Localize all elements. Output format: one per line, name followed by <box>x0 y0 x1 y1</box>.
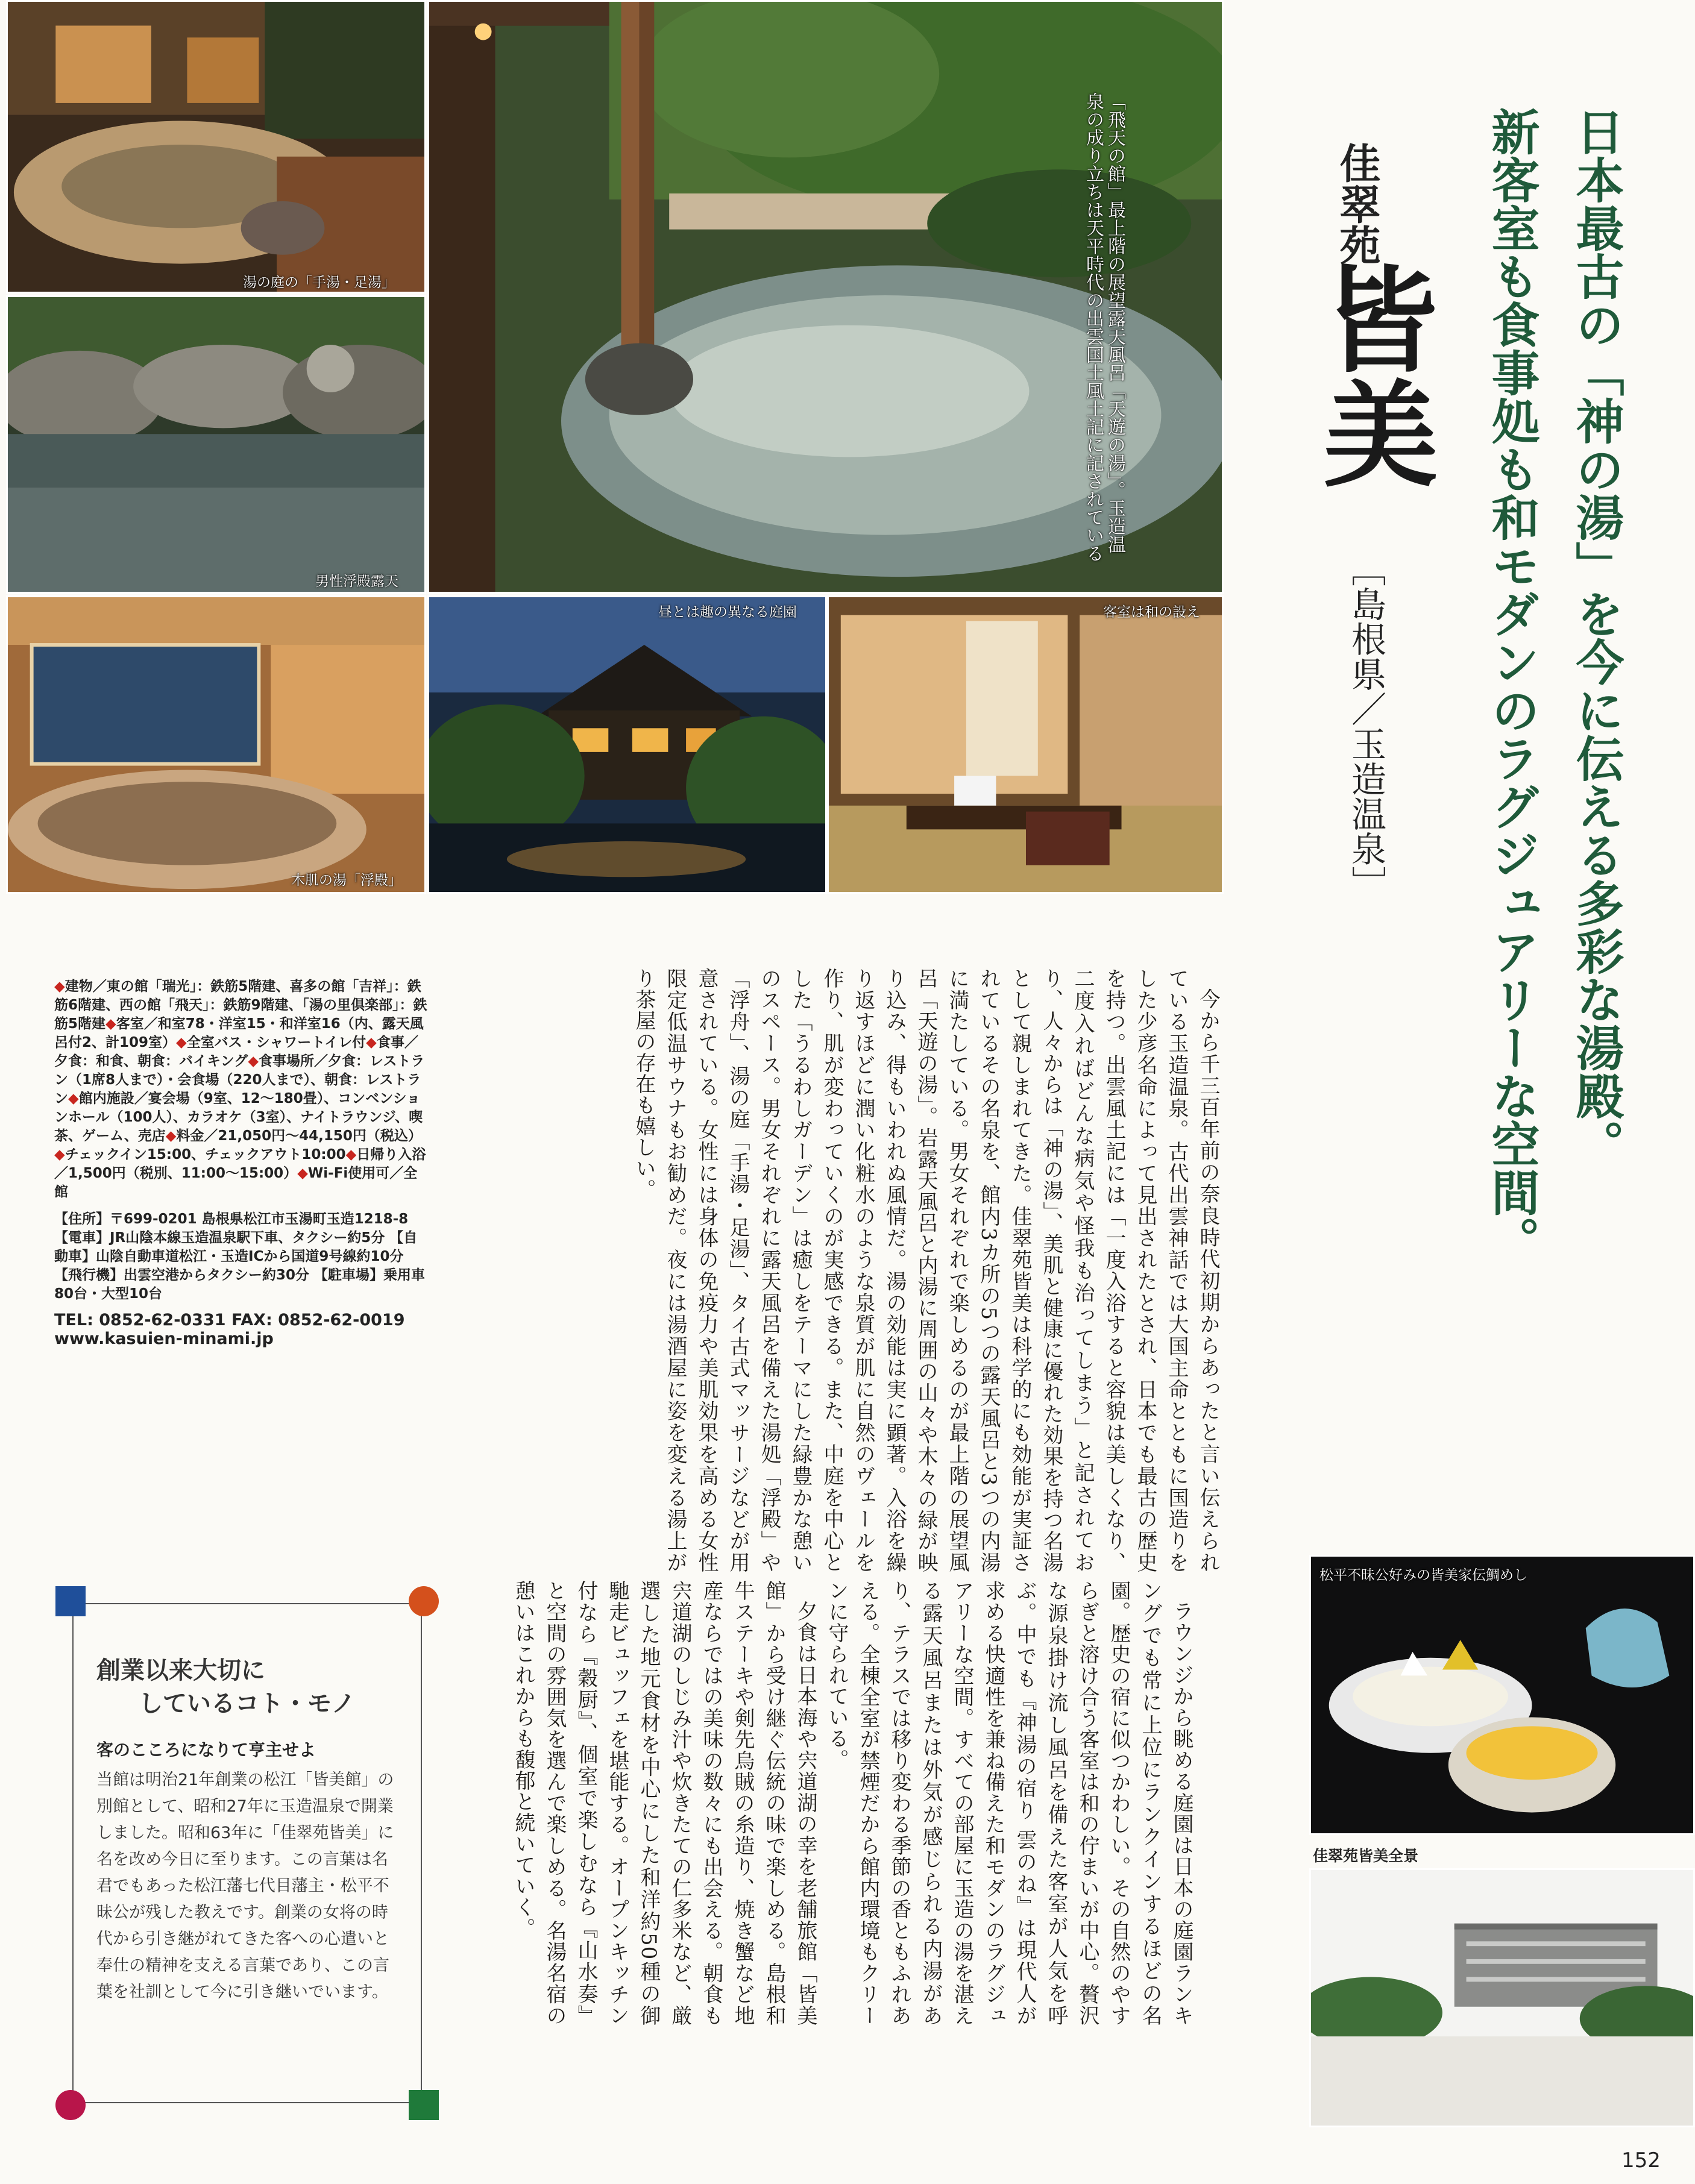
photo-caption: 客室は和の設え <box>1103 604 1200 620</box>
corner-square-green <box>409 2090 439 2120</box>
info-text: ／東の館「瑞光」：鉄筋5階建、喜多の館「吉祥」：鉄筋6階建、西の館「飛天」：鉄筋9階建、「湯の里倶楽部」：鉄筋5階建 <box>54 979 427 1032</box>
access-info: 【住所】〒699-0201 島根県松江市玉湯町玉造1218-8 【電車】JR山陰本線玉造温泉駅下車、タクシー約5分 【自動車】山陰自動車道松江・玉造ICから国道9号線約10分 【飛行機】出雲空港からタクシー約30分 【駐車場】乗用車80台・大型10台 <box>54 1211 426 1302</box>
main-photo-caption <box>1059 92 1125 562</box>
diamond-icon: ◆ <box>68 1091 79 1106</box>
photo-caption: 木肌の湯「浮殿」 <box>291 873 402 888</box>
headline-line-2: 新客室も食事処も和モダンのラグジュアリーな空間。 <box>1483 107 1540 1264</box>
page-number: 152 <box>1621 2148 1661 2173</box>
body-upper <box>482 968 1224 1573</box>
corner-circle-orange <box>409 1586 439 1616</box>
sidebox-title-2: しているコト・モノ <box>139 1689 356 1718</box>
info-text: ／宴会場（9室、12～180畳）、コンベンションホール（100人）、カラオケ（3室）、ナイトラウンジ、喫茶、ゲーム、売店 <box>54 1091 423 1144</box>
info-item <box>166 1128 422 1144</box>
photo-breakfast <box>1309 1555 1695 1835</box>
body-paragraph: 今から千三百年前の奈良時代初期からあったと言い伝えられている玉造温泉。古代出雲神話では大国主命とともに国造りをした少彦名命によって見出されたとされ、日本でも最古の歴史を持つ。出雲風土記には「一度入浴すると容貌は美しくなり、二度入ればどんな病気や怪我も治ってしまう」と記されており、人々からは「神の湯」、美肌と健康に優れた効果を持つ名湯として親しまれてきた。佳翠苑皆美は科学的にも効能が実証されているその名泉を、館内3カ所の5つの露天風呂と3つの内湯に満たしている。男女それぞれで楽しめるのが最上階の展望風呂「天遊の湯」。岩露天風呂と内湯に周囲の山々や木々の緑が映り込み、得もいわれぬ風情だ。湯の効能は実に顕著。入浴を繰り返すほどに潤い化粧水のような泉質が肌に自然のヴェールを作り、肌が変わっていくのが実感できる。また、中庭を中心とした「うるわしガーデン」は癒しをテーマにした緑豊かな憩いのスペース。男女それぞれに露天風呂を備えた湯処「浮殿」や「浮舟」、湯の庭「手湯・足湯」、タイ古式マッサージなどが用意されている。女性には身体の免疫力や美肌効果を高める女性限定低温サウナもお勧めだ。夜には湯酒屋に姿を変える湯上がり茶屋の存在も嬉しい。 <box>632 968 1220 1574</box>
info-text: ／和室78・洋室15・和洋室16（内、露天風呂付2、計109室） <box>54 1016 424 1050</box>
diamond-icon: ◆ <box>54 1147 65 1163</box>
corner-circle-magenta <box>55 2090 86 2120</box>
info-label: 館内施設 <box>78 1091 134 1106</box>
photo-panorama <box>1309 1868 1695 2127</box>
info-text: ／夕食：レストラン（1席8人まで）・会食場（220人まで）、朝食：レストラン <box>54 1053 425 1106</box>
body-lower <box>476 1580 1197 2026</box>
diamond-icon: ◆ <box>248 1053 259 1069</box>
info-label: 建物 <box>64 979 93 994</box>
panorama-label: 佳翠苑皆美全景 <box>1313 1847 1419 1865</box>
diamond-icon: ◆ <box>297 1166 308 1181</box>
info-text: ／全館 <box>54 1166 418 1200</box>
diamond-icon: ◆ <box>165 1128 177 1144</box>
info-label: 客室 <box>116 1016 144 1032</box>
photo-main-rotenburo <box>427 0 1224 594</box>
main-photo-caption-text: 「飛天の館」最上階の展望露天風呂「天遊の湯」。玉造温泉の成り立ちは天平時代の出雲国土風土記に記されている <box>1083 92 1125 562</box>
facility-info <box>54 977 431 1348</box>
headline-line-1: 日本最古の「神の湯」を今に伝える多彩な湯殿。 <box>1568 107 1624 1168</box>
info-item <box>176 1035 366 1050</box>
photo-night-garden <box>427 595 827 894</box>
info-label: 料金 <box>176 1128 204 1144</box>
diamond-icon: ◆ <box>176 1035 187 1050</box>
photo-caption: 松平不昧公好みの皆美家伝鯛めし <box>1319 1567 1527 1583</box>
sidebox-subtitle: 客のこころになりて亨主せよ <box>96 1740 316 1760</box>
diamond-icon: ◆ <box>345 1147 357 1163</box>
body-paragraph: ラウンジから眺める庭園は日本の庭園ランキングでも常に上位にランクインするほどの名園。歴史の宿に似つかわしい。その自然のやすらぎと溶け合う客室は和の佇まいが中心。贅沢な源泉掛け流し風呂を備えた客室が人気を呼ぶ。中でも『神湯の宿り 雲のね』は現代人が求める快適性を兼ね備えた和モダンのラグジュアリーな空間。すべての部屋に玉造の湯を湛える露天風呂または外気が感じられる内湯があり、テラスでは移り変わる季節の香ともふれあえる。全棟全室が禁煙だから館内環境もクリーンに守られている。 <box>825 1580 1193 2026</box>
info-label: Wi-Fi使用可 <box>307 1166 390 1181</box>
photo-caption: 昼とは趣の異なる庭園 <box>658 604 797 620</box>
info-text: ／1,500円（税別、11:00～15:00） <box>54 1166 298 1181</box>
info-label: チェックイン15:00、チェックアウト10:00 <box>64 1147 346 1163</box>
photo-garden-footbath <box>6 0 426 293</box>
diamond-icon: ◆ <box>54 979 65 994</box>
photo-caption: 男性浮殿露天 <box>315 574 398 589</box>
body-paragraph: 夕食は日本海や宍道湖の幸を老舗旅館「皆美館」から受け継ぐ伝統の味で楽しめる。島根和牛ステーキや剣先烏賊の糸造り、焼き蟹など地産ならではの美味の数々にも出会える。朝食も宍道湖のしじみ汁や炊きたての仁多米など、厳選した地元食材を中心にした和洋約50種の御馳走ビュッフェを堪能する。オープンキッチン付なら『穀厨』、個室で楽しむなら『山水奏』と空間の雰囲気を選んで楽しめる。名湯名宿の憩いはこれからも馥郁と続いていく。 <box>511 1580 817 2026</box>
website-link[interactable]: www.kasuien-minami.jp <box>54 1329 274 1348</box>
photo-guest-room <box>827 595 1224 894</box>
info-label: 食事場所 <box>259 1053 315 1069</box>
info-text: ／21,050円～44,150円（税込） <box>204 1128 422 1144</box>
info-label: 食事 <box>376 1035 404 1050</box>
photo-wooden-bath <box>6 595 426 894</box>
info-label: 全室バス・シャワートイレ付 <box>186 1035 366 1050</box>
inn-subtitle: 佳翠苑 <box>1333 142 1381 265</box>
diamond-icon: ◆ <box>366 1035 377 1050</box>
facility-info-list <box>54 977 431 1202</box>
diamond-icon: ◆ <box>105 1016 116 1032</box>
info-item <box>54 1147 346 1163</box>
info-text: ／夕食：和食、朝食：バイキング <box>54 1035 418 1069</box>
photo-men-rotenburo <box>6 295 426 594</box>
corner-square-blue <box>55 1586 86 1616</box>
inn-name: 皆美 <box>1304 260 1439 489</box>
tel-fax: TEL: 0852-62-0331 FAX: 0852-62-0019 <box>54 1311 405 1329</box>
sidebox-title-1: 創業以来大切に <box>96 1656 265 1684</box>
sidebox-text: 当館は明治21年創業の松江「皆美館」の別館として、昭和27年に玉造温泉で開業しました。昭和63年に「佳翠苑皆美」に名を改め今日に至ります。この言葉は名君でもあった松江藩七代目藩主・松平不昧公が残した教えです。創業の女将の時代から引き継がれてきた客への心遣いと奉仕の精神を支える言葉であり、この言葉を社訓として今に引き継いでいます。 <box>96 1771 394 2001</box>
sidebox <box>72 1603 422 2103</box>
photo-caption: 湯の庭の「手湯・足湯」 <box>243 275 395 290</box>
inn-location: ［島根県／玉造温泉］ <box>1345 551 1386 901</box>
info-label: 日帰り入浴 <box>356 1147 426 1163</box>
